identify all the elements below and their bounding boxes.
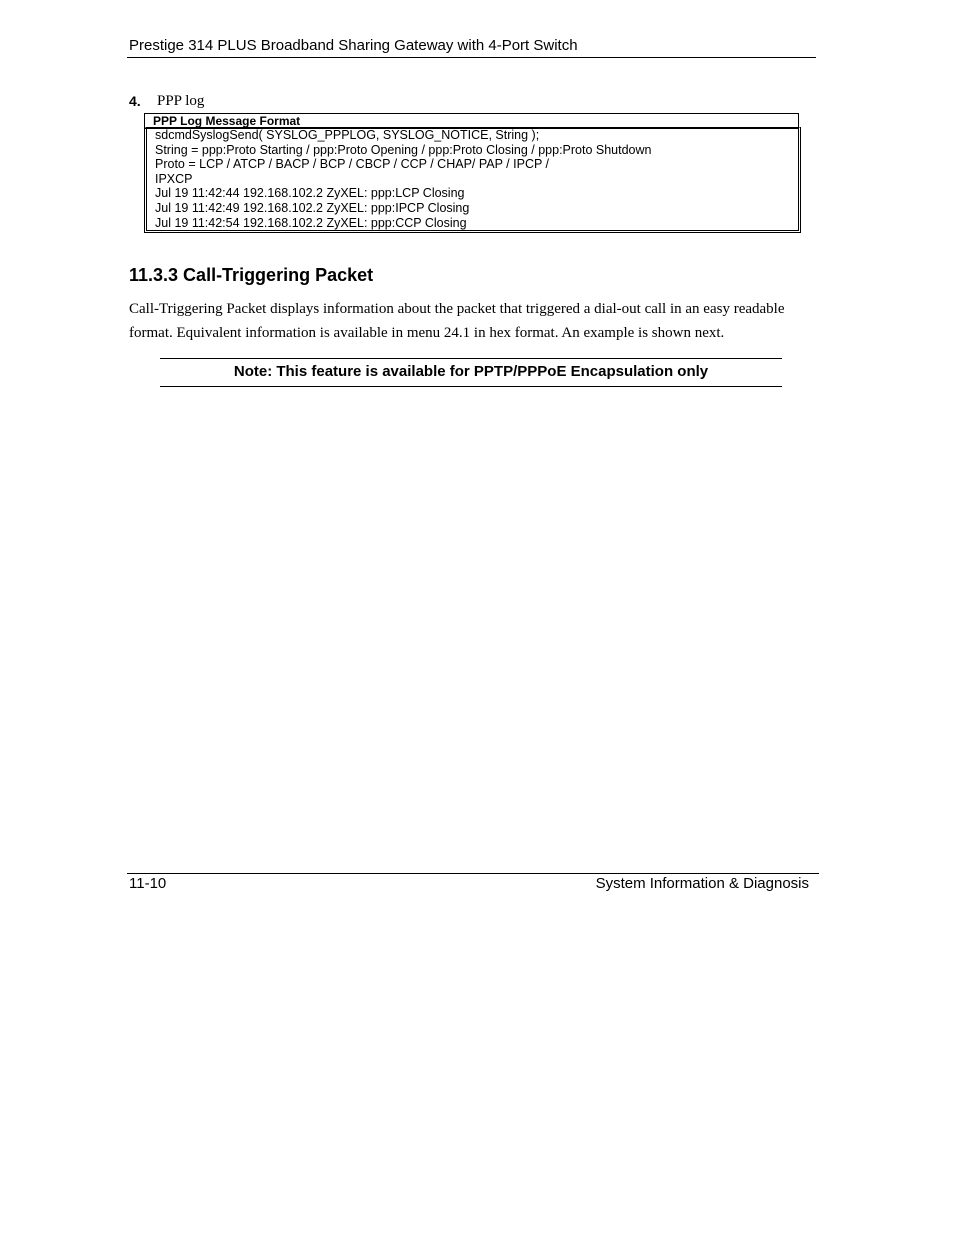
log-line: String = ppp:Proto Starting / ppp:Proto Opening / ppp:Proto Closing / ppp:Proto Shutdown [155, 142, 652, 157]
footer-rule [127, 873, 819, 874]
log-line: Jul 19 11:42:49 192.168.102.2 ZyXEL: ppp:IPCP Closing [155, 200, 470, 215]
log-line: Proto = LCP / ATCP / BACP / BCP / CBCP / CCP / CHAP/ PAP / IPCP / [155, 157, 550, 172]
running-header: Prestige 314 PLUS Broadband Sharing Gateway with 4-Port Switch [129, 37, 578, 54]
step-number: 4. [129, 93, 141, 109]
step-label: PPP log [157, 93, 205, 109]
note-text: Note: This feature is available for PPTP/PPPoE Encapsulation only [233, 363, 709, 380]
note-top-rule [160, 358, 782, 359]
log-line: sdcmdSyslogSend( SYSLOG_PPPLOG, SYSLOG_NOTICE, String ); [155, 128, 540, 142]
ppp-log-table [144, 113, 799, 232]
chapter-title: System Information & Diagnosis [595, 875, 809, 892]
log-line: Jul 19 11:42:44 192.168.102.2 ZyXEL: ppp:LCP Closing [155, 186, 465, 201]
ppp-log-table-heading: PPP Log Message Format [153, 114, 301, 128]
header-rule [127, 57, 816, 58]
ppp-log-table-body [144, 127, 801, 233]
note-bottom-rule [160, 386, 782, 387]
page-number: 11-10 [129, 875, 167, 892]
log-line: Jul 19 11:42:54 192.168.102.2 ZyXEL: ppp:CCP Closing [155, 215, 467, 230]
section-heading: 11.3.3 Call-Triggering Packet [129, 265, 374, 285]
log-line: IPXCP [155, 171, 193, 186]
section-body-text: Call-Triggering Packet displays information about the packet that triggered a dial-out call in an easy readable format. Equivalent information is available in menu 24.1 in hex format. An example is shown next. [129, 301, 785, 341]
